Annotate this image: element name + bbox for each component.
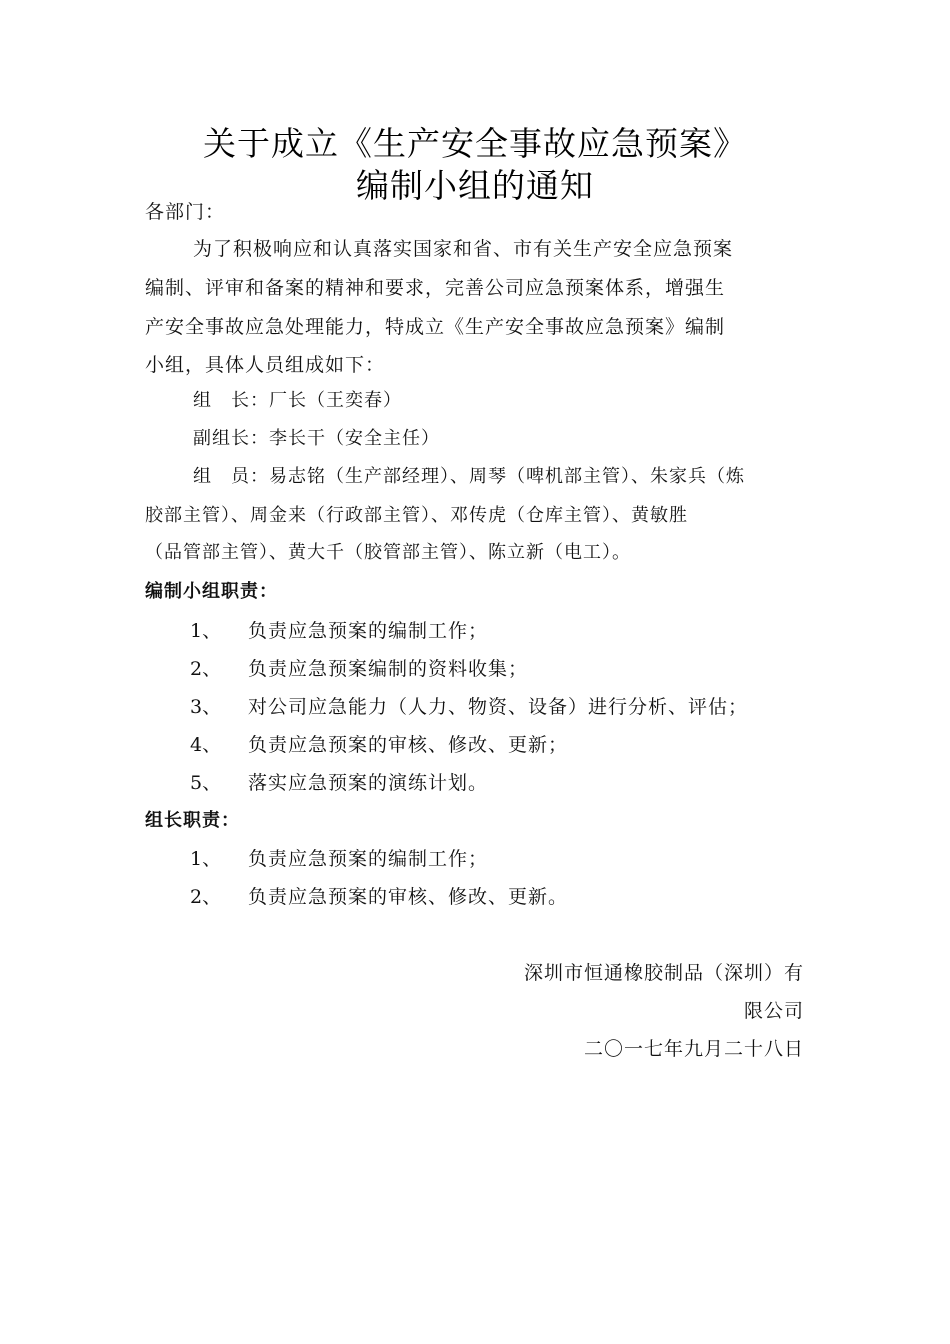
duty-text: 落实应急预案的演练计划。 xyxy=(248,772,489,794)
intro-paragraph-line: 小组，具体人员组成如下： xyxy=(145,354,386,376)
deputy-leader: 副组长：李长干（安全主任） xyxy=(193,428,440,449)
duty-text: 负责应急预案的编制工作； xyxy=(248,848,489,870)
signature-date: 二〇一七年九月二十八日 xyxy=(583,1038,804,1060)
team-leader: 组 长：厂长（王奕春） xyxy=(193,390,402,411)
members-line: 胶部主管）、周金来（行政部主管）、邓传虎（仓库主管）、黄敏胜 xyxy=(145,505,688,526)
intro-paragraph-line: 编制、评审和备案的精神和要求，完善公司应急预案体系，增强生 xyxy=(145,277,726,299)
duty-number: 5、 xyxy=(190,772,222,794)
duty-number: 4、 xyxy=(190,734,222,756)
duty-number: 3、 xyxy=(190,696,222,718)
duty-text: 对公司应急能力（人力、物资、设备）进行分析、评估； xyxy=(248,696,749,718)
leader-duties-heading: 组长职责： xyxy=(145,810,240,831)
duty-number: 1、 xyxy=(190,620,222,642)
duty-text: 负责应急预案的审核、修改、更新。 xyxy=(248,886,569,908)
signature-company-cont: 限公司 xyxy=(743,1000,804,1022)
duty-number: 1、 xyxy=(190,848,222,870)
members-line: （品管部主管）、黄大千（胶管部主管）、陈立新（电工）。 xyxy=(145,542,631,563)
duty-number: 2、 xyxy=(190,886,222,908)
team-duties-heading: 编制小组职责： xyxy=(145,581,278,602)
members-line: 组 员：易志铭（生产部经理）、周琴（啤机部主管）、朱家兵（炼 xyxy=(193,466,745,487)
duty-text: 负责应急预案的编制工作； xyxy=(248,620,489,642)
intro-paragraph-line: 为了积极响应和认真落实国家和省、市有关生产安全应急预案 xyxy=(193,238,734,260)
intro-paragraph-line: 产安全事故应急处理能力，特成立《生产安全事故应急预案》编制 xyxy=(145,316,726,338)
document-title-line1: 关于成立《生产安全事故应急预案》 xyxy=(203,124,747,163)
document-title-line2: 编制小组的通知 xyxy=(356,166,594,205)
signature-company: 深圳市恒通橡胶制品（深圳）有 xyxy=(523,962,804,984)
salutation: 各部门： xyxy=(145,201,226,223)
duty-number: 2、 xyxy=(190,658,222,680)
duty-text: 负责应急预案编制的资料收集； xyxy=(248,658,529,680)
duty-text: 负责应急预案的审核、修改、更新； xyxy=(248,734,569,756)
